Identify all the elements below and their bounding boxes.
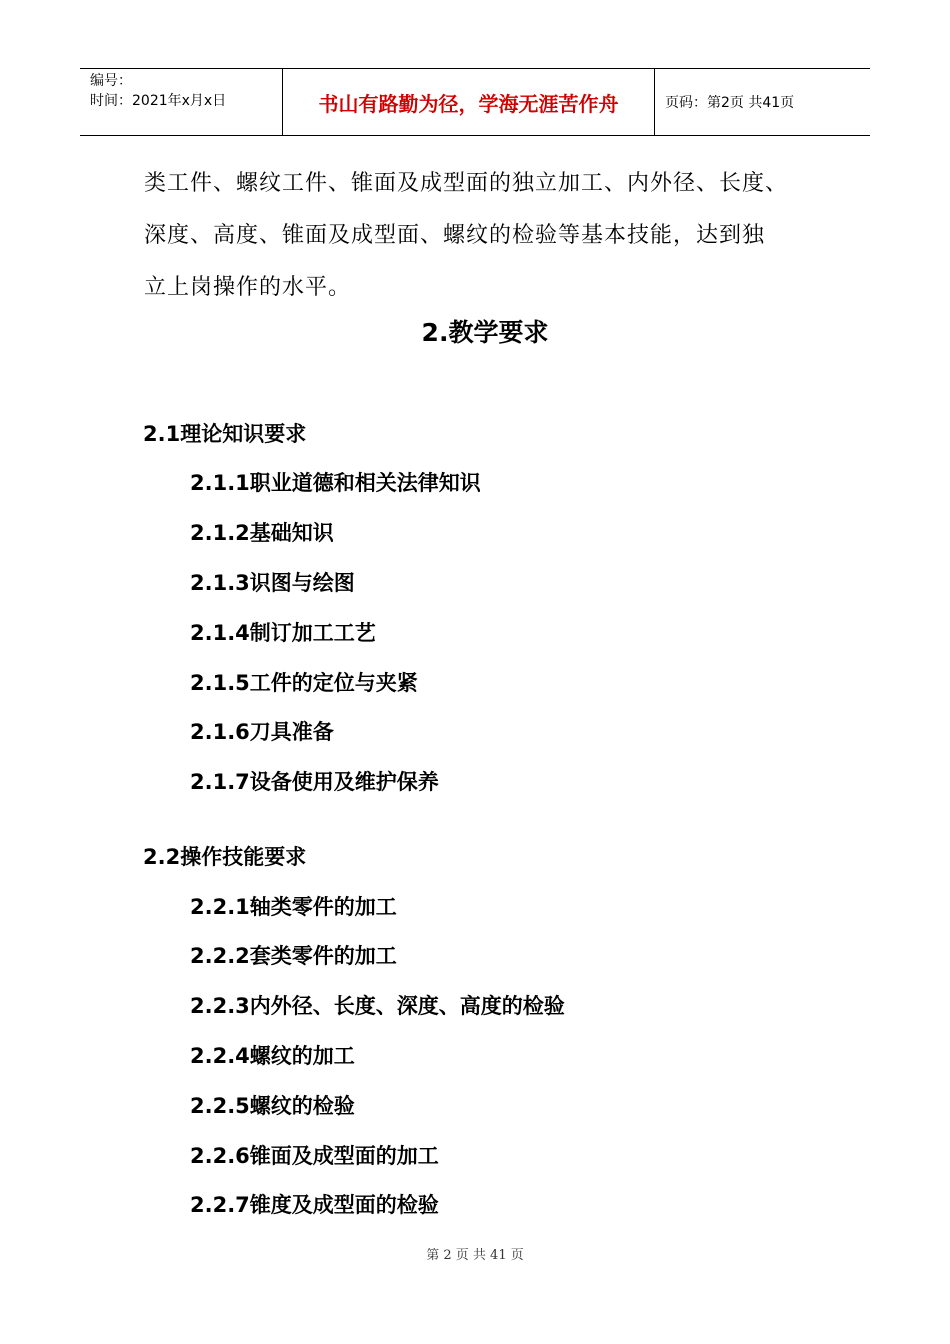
header-motto: 书山有路勤为径，学海无涯苦作舟 bbox=[282, 69, 655, 135]
list-item: 2.1.5工件的定位与夹紧 bbox=[190, 671, 418, 695]
list-item: 2.2.7锥度及成型面的检验 bbox=[190, 1193, 439, 1217]
list-item: 2.2.4螺纹的加工 bbox=[190, 1044, 355, 1068]
intro-line: 立上岗操作的水平。 bbox=[144, 275, 352, 300]
list-item: 2.2.2套类零件的加工 bbox=[190, 944, 397, 968]
document-number-label: 编号： bbox=[90, 73, 132, 89]
subsection-heading: 2.1理论知识要求 bbox=[143, 422, 307, 446]
list-item: 2.2.6锥面及成型面的加工 bbox=[190, 1144, 439, 1168]
header-meta bbox=[80, 69, 282, 135]
intro-line: 深度、高度、锥面及成型面、螺纹的检验等基本技能，达到独 bbox=[144, 223, 766, 248]
list-item: 2.1.2基础知识 bbox=[190, 521, 334, 545]
list-item: 2.1.6刀具准备 bbox=[190, 720, 334, 744]
intro-paragraph bbox=[144, 158, 844, 314]
list-item: 2.1.4制订加工工艺 bbox=[190, 621, 376, 645]
intro-line: 类工件、螺纹工件、锥面及成型面的独立加工、内外径、长度、 bbox=[144, 171, 789, 196]
list-item: 2.2.1轴类零件的加工 bbox=[190, 895, 397, 919]
subsection-heading: 2.2操作技能要求 bbox=[143, 845, 307, 869]
list-item: 2.2.5螺纹的检验 bbox=[190, 1094, 355, 1118]
list-item: 2.1.1职业道德和相关法律知识 bbox=[190, 471, 481, 495]
header-page-info: 页码：第2页 共41页 bbox=[665, 95, 795, 111]
section-title: 2.教学要求 bbox=[421, 318, 549, 347]
page-header bbox=[80, 68, 870, 136]
list-item: 2.2.3内外径、长度、深度、高度的检验 bbox=[190, 994, 565, 1018]
page-footer: 第 2 页 共 41 页 bbox=[426, 1248, 524, 1263]
list-item: 2.1.7设备使用及维护保养 bbox=[190, 770, 439, 794]
list-item: 2.1.3识图与绘图 bbox=[190, 571, 355, 595]
document-time: 时间：2021年x月x日 bbox=[90, 93, 227, 109]
